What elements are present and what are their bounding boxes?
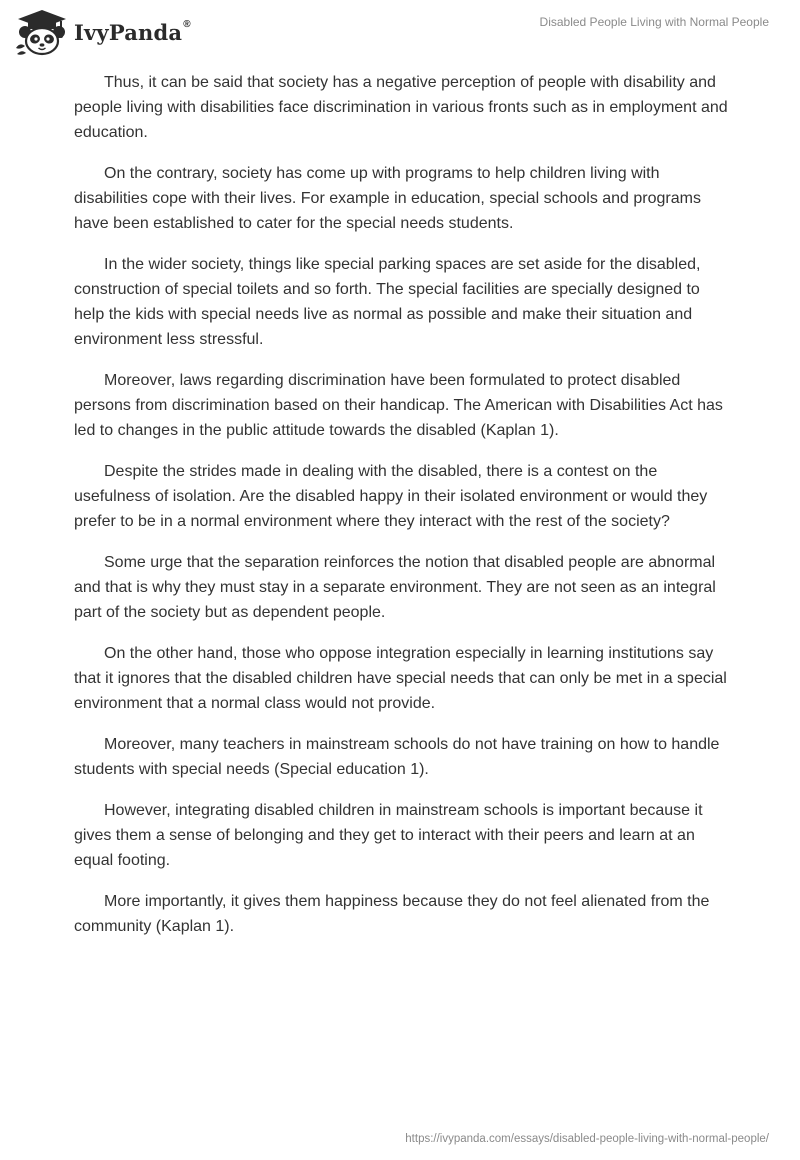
paragraph: More importantly, it gives them happiness because they do not feel alienated from the community (Kaplan 1). [74, 893, 710, 935]
source-url[interactable]: https://ivypanda.com/essays/disabled-people-living-with-normal-people/ [405, 1133, 769, 1145]
registered-mark: ® [183, 18, 191, 30]
paragraph: Moreover, laws regarding discrimination have been formulated to protect disabled persons from discrimination based on their handicap. The American with Disabilities Act has led to changes in the public attitude towards the disabled (Kaplan 1). [74, 372, 723, 439]
paragraph: Despite the strides made in dealing with the disabled, there is a contest on the usefulness of isolation. Are the disabled happy in their isolated environment or would they prefer to be in a normal environment where they interact with the rest of the society? [74, 463, 708, 530]
ivypanda-logo[interactable] [14, 8, 191, 56]
page-header [0, 0, 800, 60]
paragraph: Moreover, many teachers in mainstream schools do not have training on how to handle students with special needs (Special education 1). [74, 736, 720, 778]
paragraph: On the contrary, society has come up with programs to help children living with disabilities cope with their lives. For example in education, special schools and programs have been established to cater for the special needs students. [74, 165, 701, 232]
paragraph: However, integrating disabled children in mainstream schools is important because it gives them a sense of belonging and they get to interact with their peers and learn at an equal footing. [74, 802, 703, 869]
brand-name: IvyPanda® [74, 18, 191, 45]
document-title: Disabled People Living with Normal People [539, 15, 769, 29]
essay-body [74, 70, 730, 955]
paragraph: Some urge that the separation reinforces the notion that disabled people are abnormal and that is why they must stay in a separate environment. They are not seen as an integral part of the society but as dependent people. [74, 554, 716, 621]
paragraph: In the wider society, things like special parking spaces are set aside for the disabled, construction of special toilets and so forth. The special facilities are specially designed to help the kids with special needs live as normal as possible and make their situation and environment less stressful. [74, 256, 701, 348]
panda-graduate-icon [14, 8, 70, 56]
paragraph: On the other hand, those who oppose integration especially in learning institutions say that it ignores that the disabled children have special needs that can only be met in a special environment that a normal class would not provide. [74, 645, 727, 712]
paragraph: Thus, it can be said that society has a negative perception of people with disability and people living with disabilities face discrimination in various fronts such as in employment and education. [74, 74, 728, 141]
